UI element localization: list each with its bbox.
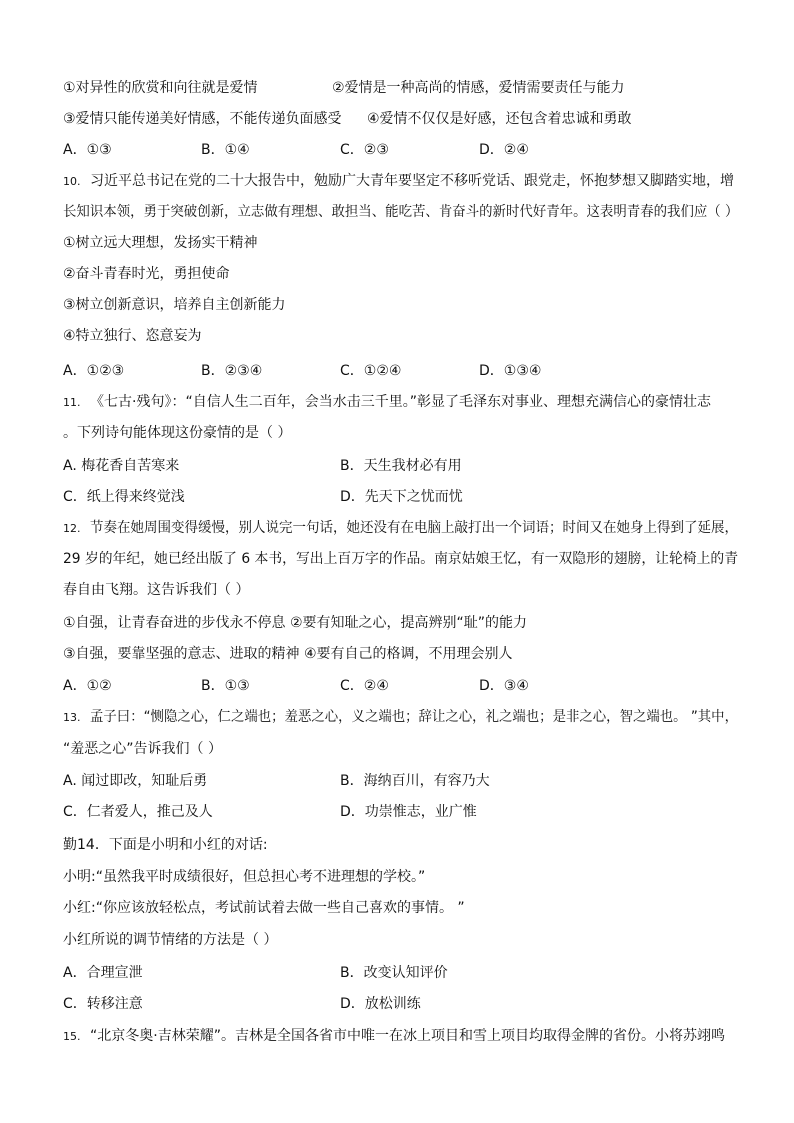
q11-option-c: C．纸上得来终觉浅 — [63, 489, 185, 505]
q9-statement-1: ①对异性的欣赏和向往就是爱情 — [63, 80, 258, 96]
q13-option-b: B．海纳百川，有容乃大 — [340, 773, 490, 789]
q14-xiaohong-line: 小红:“你应该放轻松点，考试前试着去做一些自己喜欢的事情。 ” — [63, 900, 465, 916]
q13-number: 13. — [63, 711, 81, 724]
q15-stem-line1: “北京冬奥·吉林荣耀”。吉林是全国各省市中唯一在冰上项目和雪上项目均取得金牌的省份。小将苏翊鸣 — [90, 1028, 725, 1044]
q14-option-a: A．合理宣泄 — [63, 965, 143, 981]
q14-stem: 勤14．下面是小明和小红的对话: — [63, 837, 268, 853]
q10-statement-4: ④特立独行、恣意妄为 — [63, 328, 202, 344]
q9-option-b: B．①④ — [201, 142, 250, 158]
q10-option-c: C．①②④ — [340, 363, 402, 379]
q12-number: 12. — [63, 522, 81, 535]
q12-statements-1-2: ①自强，让青春奋进的步伐永不停息 ②要有知耻之心，提高辨别“耻”的能力 — [63, 615, 528, 631]
q11-stem-line1: 《七古·残句》：“自信人生二百年，会当水击三千里。”彰显了毛泽东对事业、理想充满信心的豪情壮志 — [90, 394, 711, 410]
q13-option-a: A. 闻过即改，知耻后勇 — [63, 773, 208, 789]
q13-stem-line2: “羞恶之心”告诉我们（ ） — [63, 741, 222, 757]
q12-stem-line3: 春自由飞翔。这告诉我们（ ） — [63, 582, 250, 598]
q14-option-c: C．转移注意 — [63, 996, 143, 1012]
q12-stem-line2: 29 岁的年纪，她已经出版了 6 本书，写出上百万字的作品。南京姑娘王忆，有一双隐形的翅膀，让轮椅上的青 — [63, 551, 739, 567]
q13-option-d: D．功崇惟志，业广惟 — [340, 804, 477, 820]
q10-statement-3: ③树立创新意识，培养自主创新能力 — [63, 297, 286, 313]
q9-option-a: A．①③ — [63, 142, 112, 158]
q11-stem-line2: 。下列诗句能体现这份豪情的是（ ） — [63, 425, 292, 441]
q10-statement-2: ②奋斗青春时光，勇担使命 — [63, 266, 230, 282]
q12-option-c: C．②④ — [340, 678, 389, 694]
q14-question: 小红所说的调节情绪的方法是（ ） — [63, 932, 278, 948]
q14-option-d: D．放松训练 — [340, 996, 421, 1012]
q11-option-b: B．天生我材必有用 — [340, 458, 462, 474]
q12-stem-line1: 节奏在她周围变得缓慢，别人说完一句话，她还没有在电脑上敲打出一个词语；时间又在她身上得到了延展， — [90, 520, 739, 536]
q11-option-d: D．先天下之忧而忧 — [340, 489, 463, 505]
q13-stem-line1: 孟子曰：“恻隐之心，仁之端也；羞恶之心，义之端也；辞让之心，礼之端也；是非之心，智之端也。 ”其中， — [90, 709, 738, 725]
q10-option-a: A．①②③ — [63, 363, 125, 379]
q10-number: 10. — [63, 175, 81, 188]
q12-option-a: A．①② — [63, 678, 112, 694]
q9-option-d: D．②④ — [479, 142, 529, 158]
q11-option-a: A. 梅花香自苦寒来 — [63, 458, 180, 474]
q10-option-d: D．①③④ — [479, 363, 542, 379]
q14-option-b: B．改变认知评价 — [340, 965, 448, 981]
q10-stem-line1: 习近平总书记在党的二十大报告中，勉励广大青年要坚定不移听党话、跟党走，怀抱梦想又脚踏实地，增 — [90, 173, 734, 189]
q9-option-c: C．②③ — [340, 142, 389, 158]
q12-option-d: D．③④ — [479, 678, 529, 694]
q14-xiaoming-line: 小明:“虽然我平时成绩很好，但总担心考不进理想的学校。” — [63, 869, 426, 885]
q15-number: 15. — [63, 1030, 81, 1043]
q9-statement-2: ②爱情是一种高尚的情感，爱情需要责任与能力 — [332, 80, 625, 96]
q13-option-c: C．仁者爱人，推己及人 — [63, 804, 213, 820]
q9-statement-4: ④爱情不仅仅是好感，还包含着忠诚和勇敢 — [367, 111, 632, 127]
q10-stem-line2: 长知识本领，勇于突破创新，立志做有理想、敢担当、能吃苦、肯奋斗的新时代好青年。这表明青春的我们应（ ） — [63, 204, 739, 220]
q9-statement-3: ③爱情只能传递美好情感，不能传递负面感受 — [63, 111, 342, 127]
q12-statements-3-4: ③自强，要靠坚强的意志、进取的精神 ④要有自己的格调，不用理会别人 — [63, 646, 513, 662]
q10-option-b: B．②③④ — [201, 363, 263, 379]
q10-statement-1: ①树立远大理想，发扬实干精神 — [63, 235, 258, 251]
q11-number: 11. — [63, 396, 81, 409]
q12-option-b: B．①③ — [201, 678, 250, 694]
